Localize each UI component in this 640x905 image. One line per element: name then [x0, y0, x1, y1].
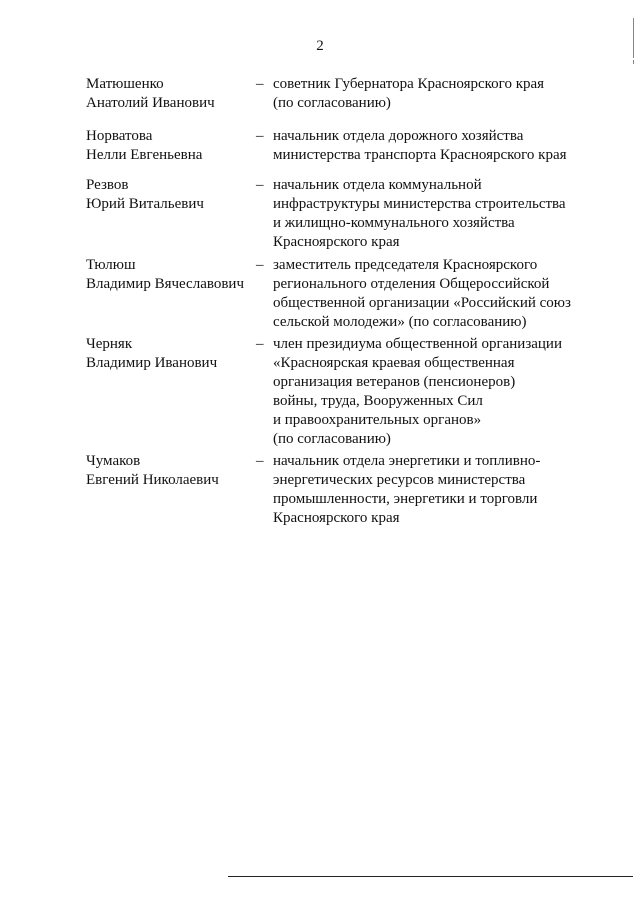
member-position — [273, 176, 603, 252]
position-line: регионального отделения Общероссийской — [273, 276, 550, 292]
position-line: промышленности, энергетики и торговли — [273, 491, 538, 507]
member-position — [273, 256, 603, 332]
member-name — [86, 452, 256, 490]
member-position — [273, 452, 603, 528]
position-line: «Красноярская краевая общественная — [273, 355, 515, 371]
member-surname: Тюлюш — [86, 257, 136, 273]
page-number: 2 — [316, 38, 324, 54]
member-given-names: Владимир Вячеславович — [86, 276, 244, 292]
member-surname: Чумаков — [86, 453, 141, 469]
dash-separator: – — [256, 453, 264, 469]
member-name — [86, 335, 256, 373]
position-line: энергетических ресурсов министерства — [273, 472, 526, 488]
position-line: начальник отдела энергетики и топливно- — [273, 453, 541, 469]
position-line: министерства транспорта Красноярского края — [273, 147, 567, 163]
position-line: общественной организации «Российский союз — [273, 295, 571, 311]
member-surname: Норватова — [86, 128, 153, 144]
dash-separator: – — [256, 128, 264, 144]
scan-edge-mark — [633, 18, 634, 58]
member-given-names: Анатолий Иванович — [86, 95, 215, 111]
dash-separator: – — [256, 336, 264, 352]
member-given-names: Нелли Евгеньевна — [86, 147, 203, 163]
bottom-rule — [228, 876, 633, 877]
member-name — [86, 127, 256, 165]
position-line: инфраструктуры министерства строительства — [273, 196, 566, 212]
position-line: член президиума общественной организации — [273, 336, 562, 352]
dash-separator: – — [256, 177, 264, 193]
member-name — [86, 256, 256, 294]
member-surname: Матюшенко — [86, 76, 164, 92]
member-given-names: Евгений Николаевич — [86, 472, 219, 488]
member-surname: Черняк — [86, 336, 133, 352]
dash-separator: – — [256, 76, 264, 92]
position-line: и правоохранительных органов» — [273, 412, 482, 428]
position-line: начальник отдела коммунальной — [273, 177, 482, 193]
position-line: заместитель председателя Красноярского — [273, 257, 538, 273]
position-line: сельской молодежи» (по согласованию) — [273, 314, 527, 330]
member-given-names: Юрий Витальевич — [86, 196, 204, 212]
member-name — [86, 75, 256, 113]
member-position — [273, 75, 603, 113]
member-name — [86, 176, 256, 214]
member-position — [273, 127, 603, 165]
position-line: войны, труда, Вооруженных Сил — [273, 393, 483, 409]
position-line: (по согласованию) — [273, 431, 391, 447]
member-surname: Резвов — [86, 177, 129, 193]
dash-separator: – — [256, 257, 264, 273]
position-line: организация ветеранов (пенсионеров) — [273, 374, 516, 390]
position-line: (по согласованию) — [273, 95, 391, 111]
position-line: и жилищно-коммунального хозяйства — [273, 215, 515, 231]
position-line: начальник отдела дорожного хозяйства — [273, 128, 524, 144]
scan-edge-mark — [633, 60, 634, 64]
member-given-names: Владимир Иванович — [86, 355, 218, 371]
position-line: Красноярского края — [273, 510, 400, 526]
position-line: Красноярского края — [273, 234, 400, 250]
position-line: советник Губернатора Красноярского края — [273, 76, 545, 92]
member-position — [273, 335, 603, 449]
